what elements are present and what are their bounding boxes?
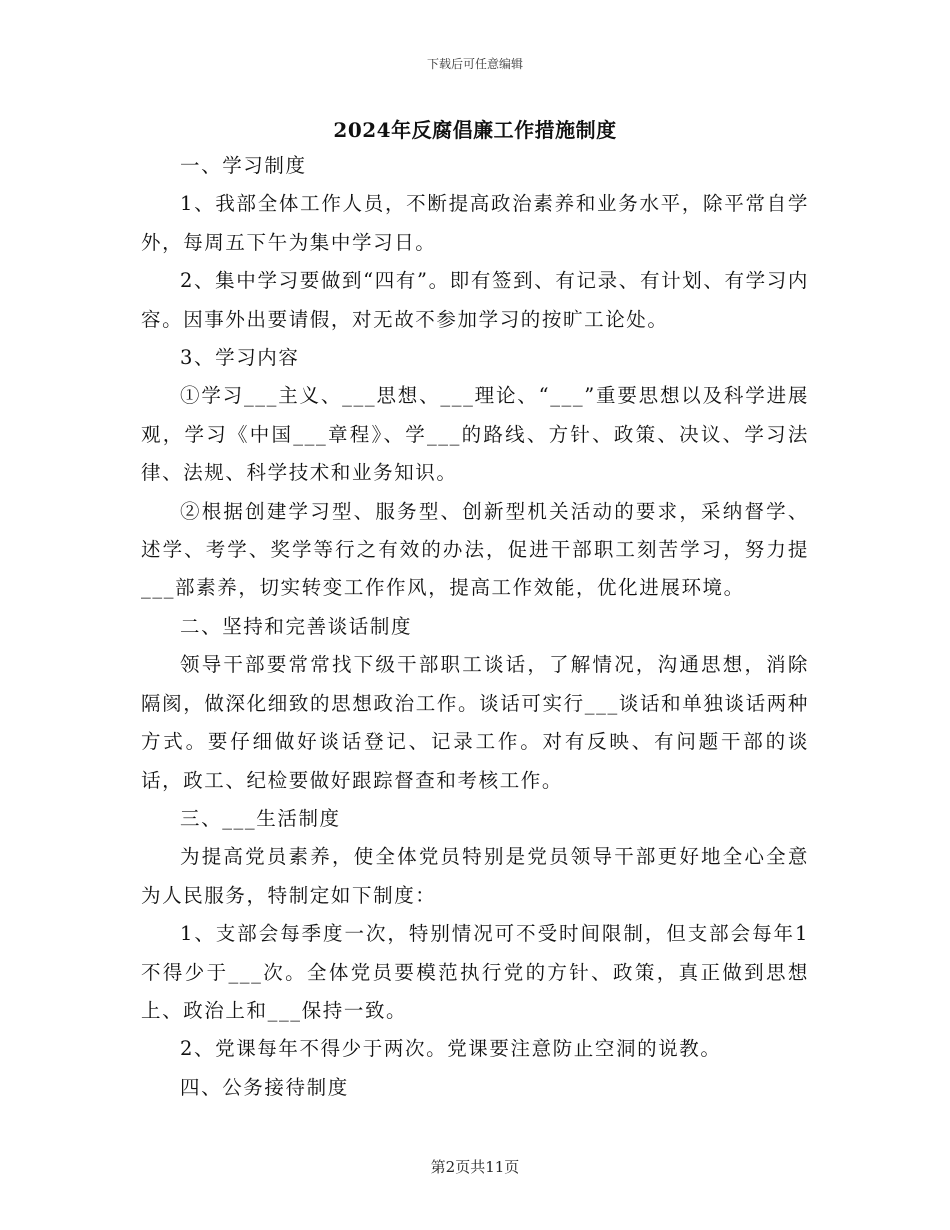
section-heading-talk-system: 二、坚持和完善谈话制度 xyxy=(180,614,413,638)
document-title: 2024年反腐倡廉工作措施制度 xyxy=(333,118,617,142)
page-header-note: 下载后可任意编辑 xyxy=(426,57,523,71)
paragraph-life-system-item-1: 1、支部会每季度一次，特别情况可不受时间限制，但支部会每年1不得少于___次。全体党员要模范执行党的方针、政策，真正做到思想上、政治上和___保持一致。 xyxy=(141,922,809,1022)
paragraph-study-item-1: 1、我部全体工作人员，不断提高政治素养和业务水平，除平常自学外，每周五下午为集中学习日。 xyxy=(141,192,809,254)
document-body xyxy=(141,147,809,1107)
page-number-footer: 第2页共11页 xyxy=(430,1158,520,1176)
section-heading-study-system: 一、学习制度 xyxy=(180,154,307,177)
subheading-study-content: 3、学习内容 xyxy=(180,346,300,370)
section-heading-life-system: 三、___生活制度 xyxy=(180,806,341,830)
paragraph-talk-system: 领导干部要常常找下级干部职工谈话，了解情况，沟通思想，消除隔阂，做深化细致的思想政治工作。谈话可实行___谈话和单独谈话两种方式。要仔细做好谈话登记、记录工作。对有反映、有问题干部的谈话，政工、纪检要做好跟踪督查和考核工作。 xyxy=(141,653,809,792)
section-heading-reception-system: 四、公务接待制度 xyxy=(180,1075,349,1099)
paragraph-life-system-intro: 为提高党员素养，使全体党员特别是党员领导干部更好地全心全意为人民服务，特制定如下制度： xyxy=(141,845,809,907)
paragraph-life-system-item-2: 2、党课每年不得少于两次。党课要注意防止空洞的说教。 xyxy=(180,1037,722,1061)
paragraph-study-item-2: 2、集中学习要做到“四有”。即有签到、有记录、有计划、有学习内容。因事外出要请假，对无故不参加学习的按旷工论处。 xyxy=(141,269,809,331)
paragraph-study-content-2: ②根据创建学习型、服务型、创新型机关活动的要求，采纳督学、述学、考学、奖学等行之有效的办法，促进干部职工刻苦学习，努力提___部素养，切实转变工作作风，提高工作效能，优化进展环境。 xyxy=(141,499,809,600)
paragraph-study-content-1: ①学习___主义、___思想、___理论、“___”重要思想以及科学进展观，学习《中国___章程》、学___的路线、方针、政策、决议、学习法律、法规、科学技术和业务知识。 xyxy=(141,384,809,485)
